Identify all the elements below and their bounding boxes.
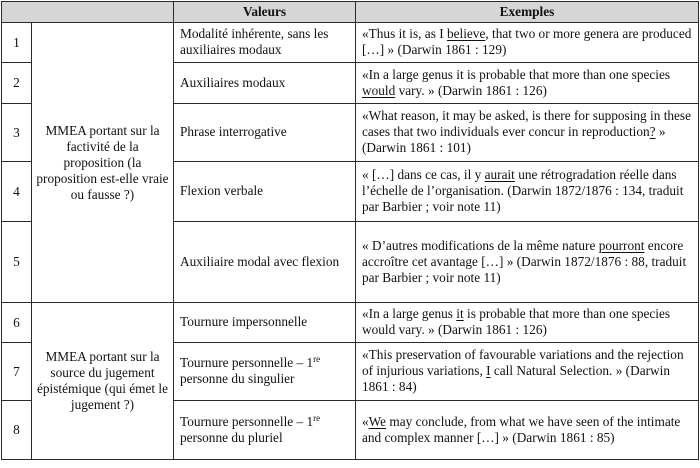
header-valeurs: Valeurs (174, 2, 356, 23)
valeur-superscript: re (313, 412, 321, 423)
row-number: 8 (2, 401, 32, 460)
valeur-cell (174, 343, 356, 401)
modality-table (1, 1, 699, 460)
row-number: 3 (2, 104, 32, 162)
example-text: is probable that more than one species would vary. » (Darwin 1861 : 126) (362, 306, 671, 337)
header-row (2, 2, 699, 23)
valeur-cell: Modalité inhérente, sans les auxiliaires modaux (174, 23, 356, 63)
header-exemples: Exemples (356, 2, 699, 23)
underlined-term: it (456, 306, 464, 321)
example-text: « D’autres modifications de la même nature (362, 237, 599, 253)
underlined-term: I (486, 363, 491, 378)
row-number: 5 (2, 222, 32, 303)
example-cell (356, 303, 699, 343)
group-label-source: MMEA portant sur la source du jugement épistémique (qui émet le jugement ?) (32, 303, 174, 460)
underlined-term: ? (649, 124, 656, 139)
example-text: « […] dans ce cas, il y (362, 167, 485, 182)
example-text: «In a large genus it is probable that more than one species (362, 66, 671, 82)
valeur-text: personne du pluriel (180, 429, 283, 445)
underlined-term: believe (446, 26, 486, 41)
row-number: 2 (2, 63, 32, 104)
example-cell (356, 401, 699, 460)
example-text: « (362, 413, 369, 429)
row-number: 7 (2, 343, 32, 401)
example-text: call Natural Selection. » (Darwin 1861 : 84) (362, 363, 670, 394)
underlined-term: would (362, 82, 396, 98)
valeur-cell: Tournure impersonnelle (174, 303, 356, 343)
example-text: «Thus it is, as I (362, 26, 447, 41)
example-cell (356, 162, 699, 222)
valeur-text: personne du singulier (180, 371, 295, 386)
example-cell (356, 23, 699, 63)
example-cell (356, 104, 699, 162)
valeur-cell: Auxiliaire modal avec flexion (174, 222, 356, 303)
example-text: vary. » (Darwin 1861 : 126) (395, 82, 547, 98)
underlined-term: We (368, 413, 387, 429)
table-row (2, 303, 699, 343)
example-text: «What reason, it may be asked, is there for supposing in these cases that two individuals ever concur in reproduction (362, 108, 692, 139)
example-text: «This preservation of favourable variations and the rejection of injurious variations, (362, 347, 684, 378)
valeur-cell: Auxiliaires modaux (174, 63, 356, 104)
group-label-factivity: MMEA portant sur la factivité de la proposition (la proposition est-elle vraie ou fausse ?) (32, 23, 174, 303)
valeur-cell: Phrase interrogative (174, 104, 356, 162)
valeur-text: Tournure personnelle – 1 (180, 355, 314, 370)
example-cell (356, 63, 699, 104)
row-number: 1 (2, 23, 32, 63)
table-row (2, 23, 699, 63)
valeur-cell (174, 401, 356, 460)
underlined-term: aurait (484, 167, 515, 182)
header-empty (2, 2, 174, 23)
valeur-superscript: re (313, 354, 321, 364)
example-cell (356, 343, 699, 401)
row-number: 6 (2, 303, 32, 343)
row-number: 4 (2, 162, 32, 222)
valeur-cell: Flexion verbale (174, 162, 356, 222)
underlined-term: pourront (598, 237, 645, 253)
valeur-text: Tournure personnelle – 1 (180, 413, 314, 429)
example-text: , that two or more genera are produced […] » (Darwin 1861 : 129) (362, 26, 692, 57)
example-text: une rétrogradation réelle dans l’échelle de l’organisation. (Darwin 1872/1876 : 134, traduit par Barbier ; voir note 11) (362, 167, 684, 214)
example-cell (356, 222, 699, 303)
example-text: «In a large genus (362, 306, 457, 321)
example-text: may conclude, from what we have seen of the intimate and complex manner […] » (Darwin 1861 : 85) (362, 413, 681, 445)
example-text: » (Darwin 1861 : 101) (362, 124, 666, 155)
example-text: encore accroître cet avantage […] » (Darwin 1872/1876 : 88, traduit par Barbier ; voir note 11) (362, 237, 687, 285)
